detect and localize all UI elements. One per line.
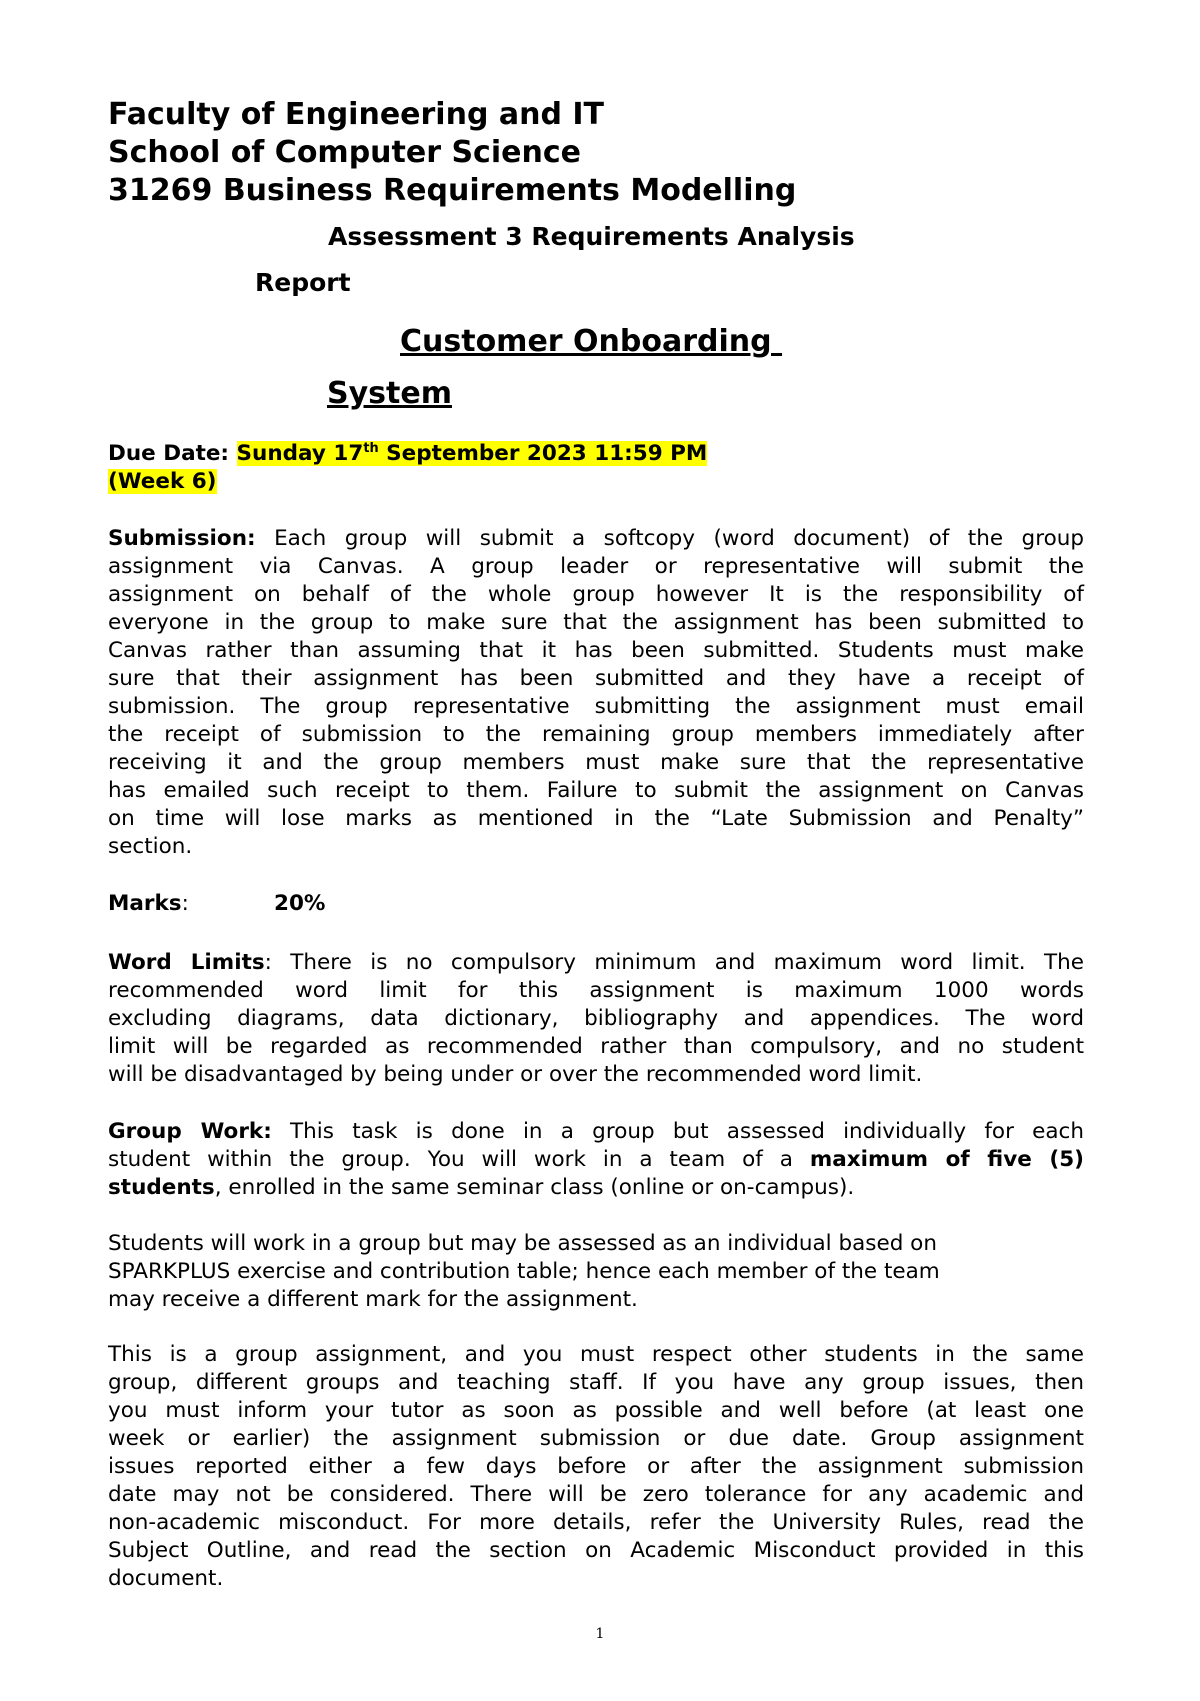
paragraph-line: date may not be considered. There will be zero tolerance for any academic and — [108, 1482, 1084, 1507]
paragraph-line: This is a group assignment, and you must respect other students in the same — [108, 1342, 1084, 1367]
paragraph-line: has emailed such receipt to them. Failure to submit the assignment on Canvas — [108, 778, 1084, 803]
paragraph-line: student within the group. You will work in a team of a maximum of five (5) — [108, 1147, 1084, 1172]
paragraph-line: group, different groups and teaching staff. If you have any group issues, then — [108, 1370, 1084, 1395]
paragraph-line: assignment on behalf of the whole group however It is the responsibility of — [108, 582, 1084, 607]
paragraph-line: sure that their assignment has been submitted and they have a receipt of — [108, 666, 1084, 691]
page-number: 1 — [595, 1626, 605, 1642]
paragraph-line: non-academic misconduct. For more details, refer the University Rules, read the — [108, 1510, 1084, 1535]
paragraph-line: recommended word limit for this assignment is maximum 1000 words — [108, 978, 1084, 1003]
system-title-line1: Customer Onboarding — [400, 324, 783, 359]
paragraph-line: on time will lose marks as mentioned in the “Late Submission and Penalty” — [108, 806, 1084, 831]
assessment-title-line1: Assessment 3 Requirements Analysis — [328, 222, 855, 251]
paragraph-line: section. — [108, 834, 193, 859]
subject-heading: 31269 Business Requirements Modelling — [108, 173, 797, 208]
paragraph-line: submission. The group representative submitting the assignment must email — [108, 694, 1084, 719]
paragraph-line: everyone in the group to make sure that the assignment has been submitted to — [108, 610, 1084, 635]
paragraph-line: the receipt of submission to the remaining group members immediately after — [108, 722, 1084, 747]
paragraph-line: Submission: Each group will submit a softcopy (word document) of the group — [108, 526, 1084, 551]
due-date-label: Due Date: — [108, 441, 230, 466]
marks-value: 20% — [274, 891, 326, 916]
marks-label: Marks — [108, 891, 182, 916]
paragraph-line: Students will work in a group but may be assessed as an individual based on — [108, 1231, 937, 1256]
paragraph-line: Word Limits: There is no compulsory minimum and maximum word limit. The — [108, 950, 1084, 975]
team-size-emphasis: maximum of five (5) — [809, 1147, 1084, 1172]
paragraph-line: Group Work: This task is done in a group but assessed individually for each — [108, 1119, 1084, 1144]
paragraph-line: Canvas rather than assuming that it has been submitted. Students must make — [108, 638, 1084, 663]
submission-label: Submission: — [108, 526, 256, 551]
paragraph-line: SPARKPLUS exercise and contribution table; hence each member of the team — [108, 1259, 940, 1284]
school-heading: School of Computer Science — [108, 135, 581, 170]
paragraph-line: you must inform your tutor as soon as possible and well before (at least one — [108, 1398, 1084, 1423]
paragraph-line: students, enrolled in the same seminar class (online or on-campus). — [108, 1175, 855, 1200]
group-work-label: Group Work: — [108, 1119, 272, 1144]
word-limits-label: Word Limits — [108, 950, 265, 975]
due-date-line — [108, 440, 707, 468]
paragraph-line: may receive a different mark for the assignment. — [108, 1287, 638, 1312]
marks-line: Marks: 20% — [108, 891, 326, 916]
due-week-line — [108, 468, 217, 496]
paragraph-line: receiving it and the group members must make sure that the representative — [108, 750, 1084, 775]
paragraph-line: will be disadvantaged by being under or over the recommended word limit. — [108, 1062, 923, 1087]
paragraph-line: week or earlier) the assignment submission or due date. Group assignment — [108, 1426, 1084, 1451]
paragraph-line: assignment via Canvas. A group leader or representative will submit the — [108, 554, 1084, 579]
paragraph-line: Subject Outline, and read the section on Academic Misconduct provided in this — [108, 1538, 1084, 1563]
due-week: (Week 6) — [108, 469, 217, 494]
paragraph-line: limit will be regarded as recommended rather than compulsory, and no student — [108, 1034, 1084, 1059]
due-date-value: Sunday 17th September 2023 11:59 PM — [236, 440, 708, 466]
faculty-heading: Faculty of Engineering and IT — [108, 97, 605, 132]
assessment-title-line2: Report — [255, 268, 351, 297]
system-title-line2: System — [327, 376, 452, 411]
paragraph-line: document. — [108, 1566, 224, 1591]
paragraph-line: issues reported either a few days before or after the assignment submission — [108, 1454, 1084, 1479]
paragraph-line: excluding diagrams, data dictionary, bibliography and appendices. The word — [108, 1006, 1084, 1031]
